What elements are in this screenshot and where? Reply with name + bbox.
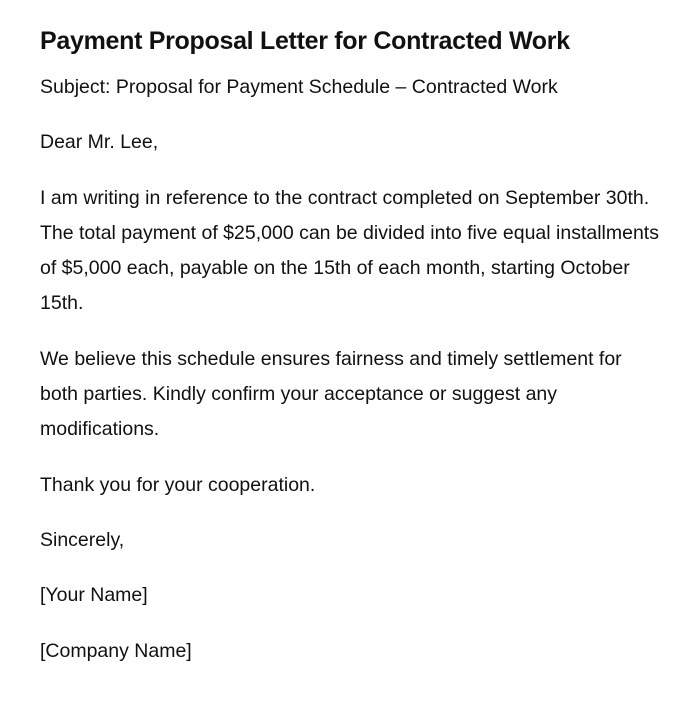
- body-paragraph-1: I am writing in reference to the contract completed on September 30th. The total payment of $25,000 can be divided into five equal installments of $5,000 each, payable on the 15th of each month, starting October 15th.: [40, 186, 659, 315]
- page-title: Payment Proposal Letter for Contracted Work: [40, 27, 570, 55]
- sender-name: [Your Name]: [40, 584, 148, 607]
- greeting: Dear Mr. Lee,: [40, 131, 159, 154]
- company-name: [Company Name]: [40, 639, 192, 662]
- thanks-line: Thank you for your cooperation.: [40, 473, 316, 496]
- body-paragraph-2: We believe this schedule ensures fairness and timely settlement for both parties. Kindly confirm your acceptance or suggest any modifications.: [40, 347, 622, 441]
- subject-line: Subject: Proposal for Payment Schedule – Contracted Work: [40, 76, 558, 98]
- closing: Sincerely,: [40, 528, 125, 551]
